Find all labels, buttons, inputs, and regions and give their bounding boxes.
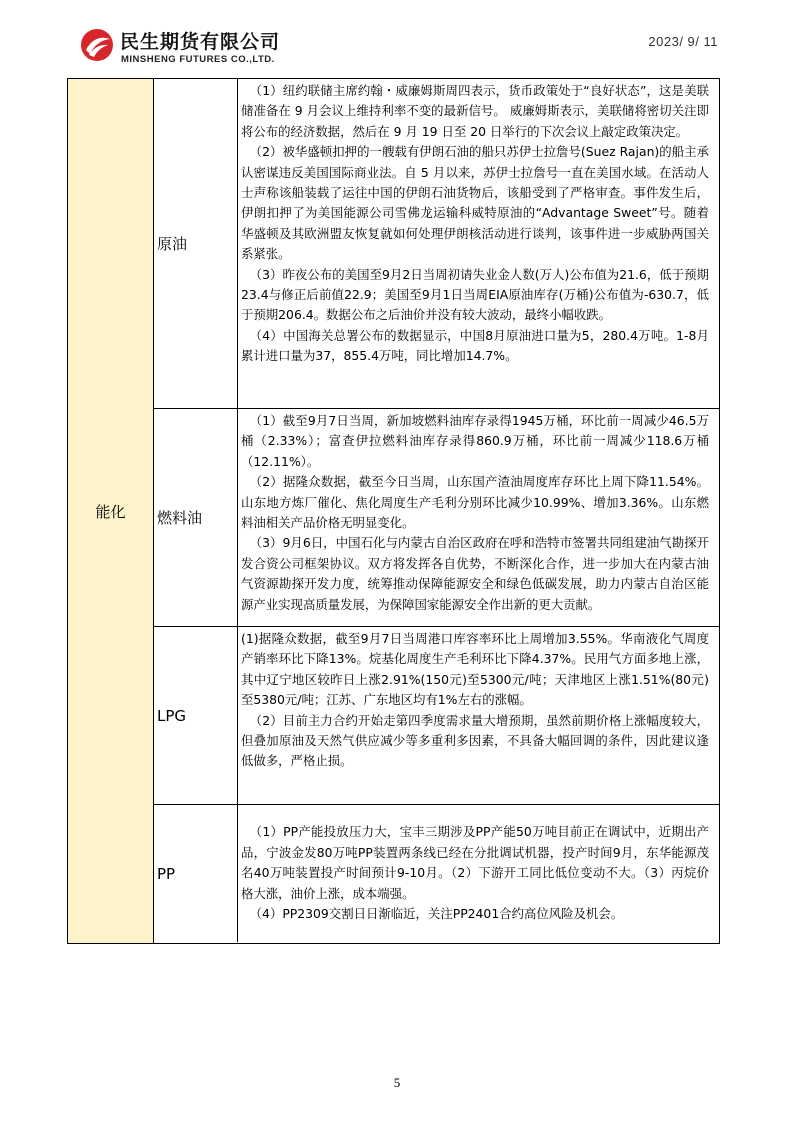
company-name-cn: 民生期货有限公司 — [120, 31, 281, 53]
paragraph: （1）纽约联储主席约翰・威廉姆斯周四表示，货币政策处于“良好状态”，这是美联储准备在 9 月会议上维持利率不变的最新信号。 威廉姆斯表示，美联储将密切关注即将公布的经济数据，然后在 9 月 19 日至 20 日举行的下次会议上敲定政策决定。 — [241, 83, 709, 139]
sector-cell: 能化 — [68, 79, 154, 943]
row-content — [238, 805, 719, 942]
page-number: 5 — [393, 1075, 401, 1090]
row-label: LPG — [154, 627, 238, 804]
row-fuel-oil — [154, 409, 719, 627]
row-label: PP — [154, 805, 238, 942]
paragraph: （4）中国海关总署公布的数据显示，中国8月原油进口量为5，280.4万吨。1-8月累计进口量为37，855.4万吨，同比增加14.7%。 — [241, 327, 709, 364]
paragraph: （3）昨夜公布的美国至9月2日当周初请失业金人数(万人)公布值为21.6，低于预期23.4与修正后前值22.9；美国至9月1日当周EIA原油库存(万桶)公布值为-630.7，低于预期206.4。数据公布之后油价并没有较大波动，最终小幅收跌。 — [241, 266, 709, 323]
row-content — [238, 409, 719, 626]
row-crude-oil — [154, 79, 719, 409]
company-name-en: MINSHENG FUTURES CO.,LTD. — [121, 54, 275, 65]
paragraph: （1）截至9月7日当周，新加坡燃料油库存录得1945万桶，环比前一周减少46.5万桶（2.33%）；富查伊拉燃料油库存录得860.9万桶，环比前一周减少118.6万桶（12.11%）。 — [241, 413, 709, 469]
row-label: 原油 — [154, 79, 238, 408]
paragraph: （4）PP2309交割日日渐临近，关注PP2401合约高位风险及机会。 — [249, 906, 624, 922]
paragraph: （2）被华盛顿扣押的一艘载有伊朗石油的船只苏伊士拉詹号(Suez Rajan)的船主承认密谋违反美国国际商业法。自 5 月以来，苏伊士拉詹号一直在美国水域。在活动人士声称该船装载了运往中国的伊朗石油货物后，该船受到了严格审查。事件发生后，伊朗扣押了为美国能源公司雪佛龙运输科威特原油的“Advantage Sweet”号。随着华盛顿及其欧洲盟友恢复就如何处理伊朗核活动进行谈判，该事件进一步威胁两国关系紧张。 — [241, 144, 709, 262]
paragraph: (1)据隆众数据，截至9月7日当周港口库容率环比上周增加3.55%。华南液化气周度产销率环比下降13%。烷基化周度生产毛利环比下降4.37%。民用气方面多地上涨，其中辽宁地区较昨日上涨2.91%(150元)至5300元/吨；天津地区上涨1.51%(80元)至5380元/吨；江苏、广东地区均有1%左右的涨幅。 — [241, 631, 709, 708]
minsheng-logo-icon — [80, 28, 114, 62]
paragraph: （2）据隆众数据，截至今日当周，山东国产渣油周度库存环比上周下降11.54%。山东地方炼厂催化、焦化周度生产毛利分别环比减少10.99%、增加3.36%。山东燃料油相关产品价格无明显变化。 — [241, 474, 709, 531]
report-date: 2023/ 9/ 11 — [648, 34, 718, 49]
row-label: 燃料油 — [154, 409, 238, 626]
paragraph: （1）PP产能投放压力大，宝丰三期涉及PP产能50万吨目前正在调试中，近期出产品，宁波金发80万吨PP装置两条线已经在分批调试机器，投产时间9月，东华能源茂名40万吨装置投产时间预计9-10月。（2）下游开工同比低位变动不大。（3）丙烷价格大涨，油价上涨，成本端强。 — [241, 824, 709, 901]
row-lpg — [154, 627, 719, 805]
commodity-table — [67, 78, 720, 944]
paragraph: （2）目前主力合约开始走第四季度需求量大增预期，虽然前期价格上涨幅度较大，但叠加原油及天然气供应减少等多重利多因素，不具备大幅回调的条件，因此建议逢低做多，严格止损。 — [241, 712, 709, 769]
page-header — [0, 0, 794, 75]
paragraph: （3）9月6日，中国石化与内蒙古自治区政府在呼和浩特市签署共同组建油气勘探开发合资公司框架协议。双方将发挥各自优势，不断深化合作，进一步加大在内蒙古油气资源勘探开发力度，统筹推动保障能源安全和绿色低碳发展，助力内蒙古自治区能源产业实现高质量发展，为保障国家能源安全作出新的更大贡献。 — [241, 535, 709, 612]
row-pp — [154, 805, 719, 942]
row-content — [238, 627, 719, 804]
row-content — [238, 79, 719, 408]
